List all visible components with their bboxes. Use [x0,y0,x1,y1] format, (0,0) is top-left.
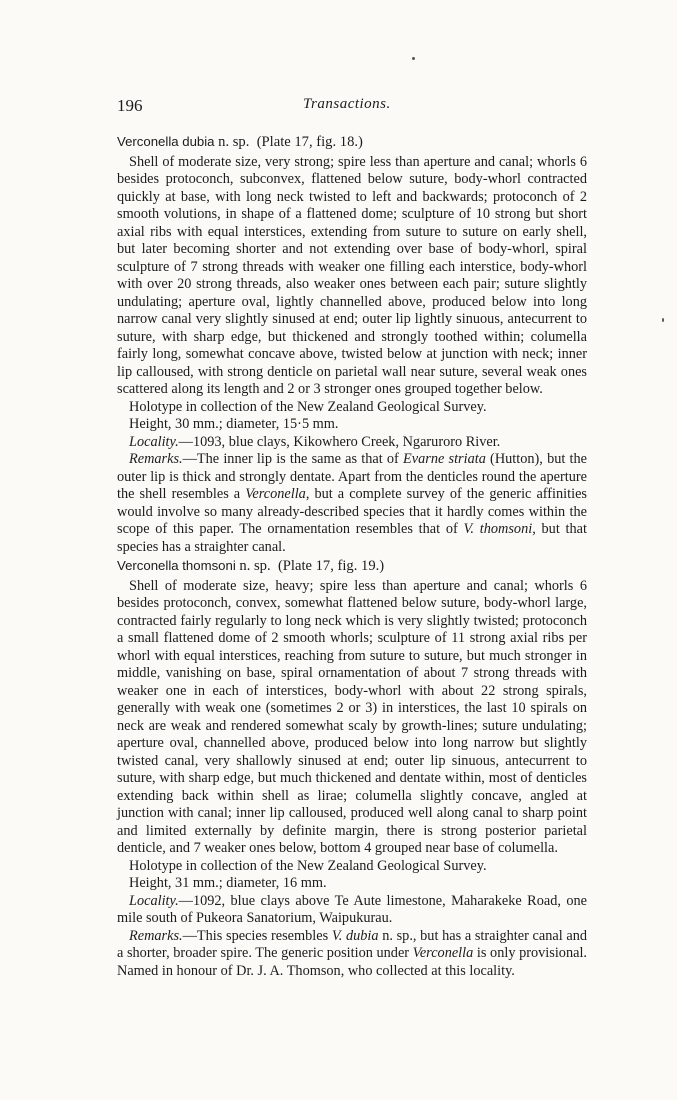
remarks-text: —The inner lip is the same as that of [182,451,404,467]
species-status: n. sp. [214,134,250,150]
scan-speck [412,57,415,60]
remarks-text: , but that species has a straighter canal. [117,521,588,555]
species-description: Shell of moderate size, heavy; spire less than aperture and canal; whorls 6 besides protoconch, convex, somewhat flattened below suture, body-whorl large, contracted fairly regularly to long neck which is very slightly twisted; protoconch a small flattened dome of 2 smooth whorls; sculpture of 11 strong axial ribs per whorl with equal interstices, reaching from suture to suture, but much stronger in middle, vanishing on base, spiral ornamentation of about 7 strong threads with weaker one in each of interstices, body-whorl with about 22 strong spirals, generally with weak one (sometimes 2 or 3) in interstices, the last 10 spirals on neck are weak and rendered somewhat scaly by growth-lines; suture undulating; aperture oval, channelled above, produced below into long narrow but slightly twisted canal, very shallowly sinused at end; outer lip sinuous, antecurrent to suture, with sharp edge, but much thickened and dentate within, most of denticles extending back within shell as lirae; columella slightly concave, angled at junction with canal; inner lip calloused, produced well along canal to sharp point and limited externally by definite margin, there is strong posterior parietal denticle, and 7 weaker ones below, bottom 4 grouped near base of columella. [117,577,587,856]
species-name: Verconella thomsoni [117,558,236,573]
species-description: Shell of moderate size, very strong; spire less than aperture and canal; whorls 6 besides protoconch, subconvex, flattened below suture, body-whorl contracted quickly at base, with long neck twisted to left and backwards; protoconch of 2 smooth volutions, in shape of a flattened dome; sculpture of 10 strong but short axial ribs with equal interstices, extending from suture to suture on early shell, but later becoming shorter and not extending over base of body-whorl, spiral sculpture of 7 strong threads with weaker one filling each interstice, body-whorl with over 20 strong threads, also weaker ones between each pair; suture slightly undulating; aperture oval, lightly channelled above, produced below into long narrow canal very slightly sinused at end; outer lip lightly sinuous, antecurrent to suture, with sharp edge, but thickened and strongly toothed within; columella fairly long, somewhat concave above, twisted below at junction with neck; inner lip calloused, with strong denticle on parietal wall near suture, several weak ones scattered along its length and 2 or 3 stronger ones grouped together below. [117,153,587,397]
dimensions-note: Height, 30 mm.; diameter, 15·5 mm. [129,416,339,432]
locality-note [117,434,587,452]
plate-reference: (Plate 17, fig. 18.) [256,134,363,150]
taxon-reference: V. thomsoni [463,521,533,537]
plate-reference: (Plate 17, fig. 19.) [277,558,385,574]
taxon-reference: Verconella [412,945,474,961]
holotype-note: Holotype in collection of the New Zealand Geological Survey. [129,857,487,874]
species-entry-verconella-thomsoni [117,557,587,980]
remarks-text: n. sp., but has a straighter canal and a shorter, broader spire. The generic position under [117,927,588,961]
remarks-note [117,451,587,556]
remarks-text: —This species resembles [182,927,332,944]
holotype-note: Holotype in collection of the New Zealand Geological Survey. [129,398,487,415]
taxon-reference: Evarne striata [403,451,486,467]
taxon-reference: Verconella [245,486,306,502]
remarks-label: Remarks. [129,927,183,944]
remarks-text: is only provisional. Named in honour of Dr. J. A. Thomson, who collected at this locality. [117,945,587,979]
species-status: n. sp. [235,558,271,574]
locality-label: Locality. [129,892,179,909]
species-heading [117,133,587,152]
species-heading [117,557,587,576]
running-title: Transactions. [303,96,391,112]
locality-label: Locality. [129,433,179,450]
locality-note [117,893,587,928]
species-name: Verconella dubia [117,134,215,149]
remarks-label: Remarks. [129,451,183,467]
locality-text: —1093, blue clays, Kikowhero Creek, Ngaruroro River. [178,433,501,450]
taxon-reference: V. dubia [331,927,379,944]
remarks-text: (Hutton), but the outer lip is thick and strongly dentate. Apart from the denticles round the aperture the shell resembles a [117,451,587,502]
species-entry-verconella-dubia [117,133,587,556]
scan-speck [662,318,664,322]
dimensions-note: Height, 31 mm.; diameter, 16 mm. [129,875,327,891]
remarks-note [117,928,587,981]
remarks-text: , but a complete survey of the generic affinities would involve so many already-described species that it hardly comes within the scope of this paper. The ornamentation resembles that of [117,486,587,537]
page-number: 196 [117,96,143,115]
locality-text: —1092, blue clays above Te Aute limestone, Maharakeke Road, one mile south of Pukeora Sanatorium, Waipukurau. [117,892,587,926]
running-header [117,96,587,116]
